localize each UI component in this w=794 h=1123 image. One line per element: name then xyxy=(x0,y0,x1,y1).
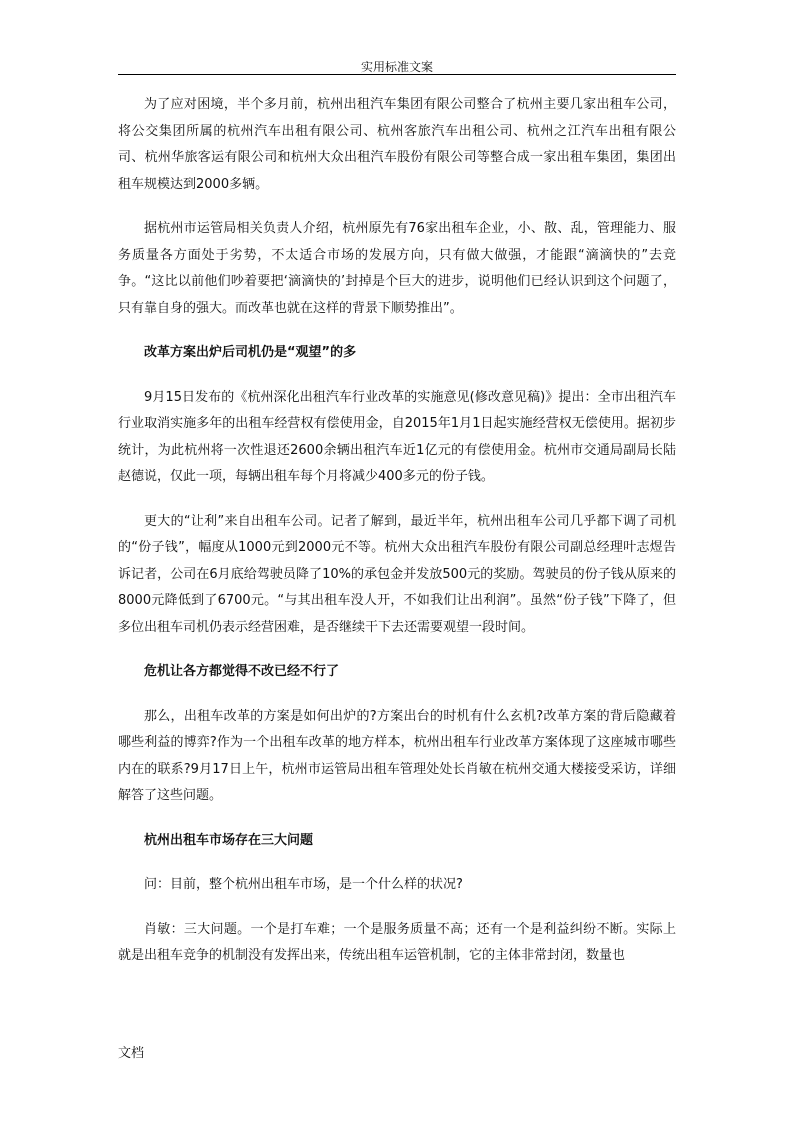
document-body xyxy=(118,92,676,988)
paragraph: 那么，出租车改革的方案是如何出炉的?方案出台的时机有什么玄机?改革方案的背后隐藏着哪些利益的博弈?作为一个出租车改革的地方样本，杭州出租车行业改革方案体现了这座城市哪些内在的联系?9月17日上午，杭州市运管局出租车管理处处长肖敏在杭州交通大楼接受采访，详细解答了这些问题。 xyxy=(118,708,676,803)
section-heading: 杭州出租车市场存在三大问题 xyxy=(144,832,314,848)
paragraph: 据杭州市运管局相关负责人介绍，杭州原先有76家出租车企业，小、散、乱，管理能力、服务质量各方面处于劣势，不太适合市场的发展方向，只有做大做强，才能跟“滴滴快的”去竞争。“这比以前他们吵着要把‘滴滴快的’封掉是个巨大的进步，说明他们已经认识到这个问题了，只有靠自身的强大。而改革也就在这样的背景下顺势推出”。 xyxy=(118,221,676,316)
paragraph: 问：目前，整个杭州出租车市场，是一个什么样的状况? xyxy=(144,877,463,892)
paragraph: 肖敏：三大问题。一个是打车难；一个是服务质量不高；还有一个是利益纠纷不断。实际上就是出租车竞争的机制没有发挥出来，传统出租车运管机制，它的主体非常封闭，数量也 xyxy=(118,921,676,963)
paragraph: 更大的“让利”来自出租车公司。记者了解到，最近半年，杭州出租车公司几乎都下调了司机的“份子钱”，幅度从1000元到2000元不等。杭州大众出租汽车股份有限公司副总经理叶志煜告诉记者，公司在6月底给驾驶员降了10%的承包金并发放500元的奖励。驾驶员的份子钱从原来的8000元降低到了6700元。“与其出租车没人开，不如我们让出利润”。虽然“份子钱”下降了，但多位出租车司机仍表示经营困难，是否继续干下去还需要观望一段时间。 xyxy=(118,513,676,635)
paragraph: 9月15日发布的《杭州深化出租汽车行业改革的实施意见(修改意见稿)》提出：全市出租汽车行业取消实施多年的出租车经营权有偿使用金，自2015年1月1日起实施经营权无偿使用。据初步统计，为此杭州将一次性退还2600余辆出租汽车近1亿元的有偿使用金。杭州市交通局副局长陆赵德说，仅此一项，每辆出租车每个月将减少400多元的份子钱。 xyxy=(118,389,676,484)
page-header: 实用标准文案 xyxy=(360,60,433,74)
section-heading: 改革方案出炉后司机仍是“观望”的多 xyxy=(144,345,357,360)
header-rule xyxy=(118,74,676,75)
section-heading: 危机让各方都觉得不改已经不行了 xyxy=(144,664,340,679)
page-footer: 文档 xyxy=(118,1046,145,1061)
paragraph: 为了应对困境，半个多月前，杭州出租汽车集团有限公司整合了杭州主要几家出租车公司，将公交集团所属的杭州汽车出租有限公司、杭州客旅汽车出租公司、杭州之江汽车出租有限公司、杭州华旅客运有限公司和杭州大众出租汽车股份有限公司等整合成一家出租车集团，集团出租车规模达到2000多辆。 xyxy=(118,97,676,192)
